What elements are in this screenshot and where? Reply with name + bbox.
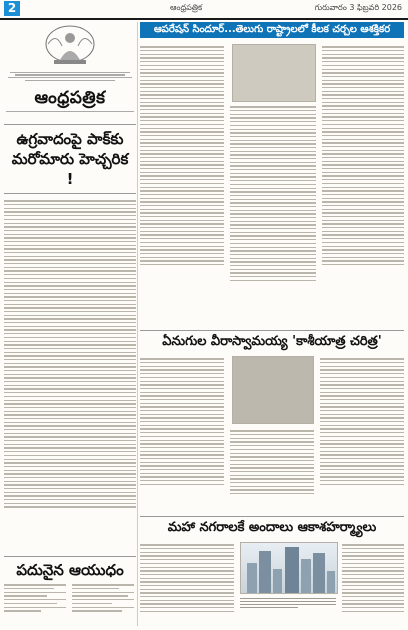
bottom-story-column-2 — [342, 542, 404, 628]
left-column — [4, 22, 136, 576]
middle-story-headline: ఏనుగుల వీరాస్వామయ్య 'కాశీయాత్ర చరిత్ర' — [140, 330, 404, 353]
middle-story-photo — [232, 356, 314, 424]
skyline-caption — [240, 596, 336, 626]
page-header — [0, 0, 408, 20]
top-story-column-1 — [140, 44, 224, 328]
bottom-story-headline: మహా నగరాలకే అందాలు ఆకాశహర్మ్యాలు — [140, 516, 404, 539]
column-divider — [137, 22, 138, 626]
middle-story-column-1 — [140, 356, 224, 512]
page-number: 2 — [4, 1, 20, 16]
middle-story-column-2 — [230, 428, 314, 512]
header-paper-name: ఆంధ్రపత్రిక — [170, 3, 203, 12]
top-story-column-2 — [230, 104, 316, 328]
masthead-tagline — [4, 110, 136, 113]
issue-date: గురువారం 3 ఫిబ్రవరి 2026 — [314, 3, 402, 12]
masthead-motto — [4, 70, 136, 83]
skyline-photo — [240, 542, 338, 594]
middle-story-column-3 — [320, 356, 404, 512]
bottom-left-list — [4, 582, 136, 628]
top-story-column-3 — [322, 44, 404, 328]
editorial-headline: ఉగ్రవాదంపై పాక్‌కు మరోమారు హెచ్చరిక ! — [4, 124, 136, 194]
masthead-title: ఆంధ్రపత్రిక — [34, 88, 106, 108]
bottom-left-headline: పదునైన ఆయుధం — [4, 556, 136, 583]
deity-illustration-icon — [40, 24, 100, 68]
top-story-photo — [232, 44, 316, 102]
bottom-story-column-1 — [140, 542, 234, 628]
masthead — [4, 22, 136, 118]
top-story-banner: ఆపరేషన్ సిందూర్...తెలుగు రాష్ట్రాలలో కీలక చర్చల ఆశక్తికర — [140, 22, 404, 38]
editorial-body — [4, 198, 136, 576]
